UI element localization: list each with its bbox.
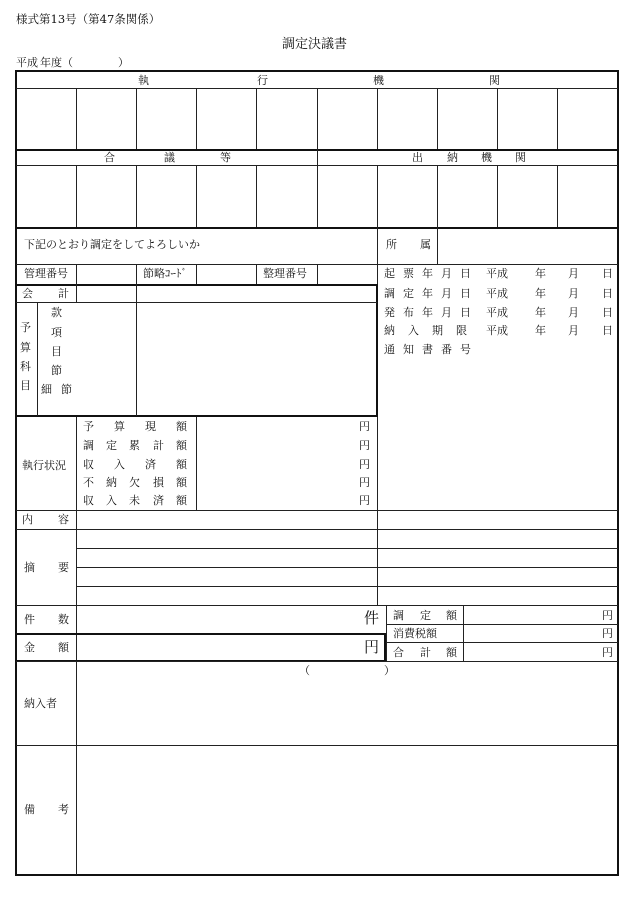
count-label: 数	[58, 613, 69, 626]
payer-input[interactable]	[80, 680, 618, 742]
summary-label: 要	[58, 561, 69, 574]
count-label: 件	[24, 613, 35, 626]
remarks-label: 考	[58, 803, 69, 816]
fiscal-year-label: 年度（	[40, 56, 73, 69]
exec-agency-char: 行	[257, 74, 268, 87]
remarks-input[interactable]	[80, 750, 618, 872]
affiliation-label: 所	[386, 238, 397, 251]
remarks-label: 備	[24, 803, 35, 816]
budget-subject-char: 算	[20, 341, 31, 354]
budget-subject-char: 目	[20, 379, 31, 392]
affiliation-label: 属	[420, 238, 431, 251]
budget-item-label: 節	[51, 364, 62, 377]
treasury-char: 出	[412, 151, 423, 164]
budget-subject-char: 予	[20, 321, 31, 334]
arrange-no-label: 整理番号	[263, 267, 307, 280]
budget-item-label: 目	[51, 345, 62, 358]
exec-status-label: 執行状況	[22, 459, 66, 472]
summary-label: 摘	[24, 561, 35, 574]
amount-label: 額	[58, 641, 69, 654]
budget-item-label: 項	[51, 326, 62, 339]
paren-open: （	[299, 664, 310, 677]
accounting-label: 会	[22, 287, 33, 300]
content-label: 容	[58, 513, 69, 526]
content-input[interactable]	[80, 512, 618, 528]
amount-label: 金	[24, 641, 35, 654]
count-unit: 件	[364, 609, 380, 627]
paren-close: ）	[384, 664, 395, 677]
budget-subject-char: 科	[20, 360, 31, 373]
summary-input[interactable]	[80, 532, 618, 604]
fiscal-year-input[interactable]	[88, 55, 122, 71]
mgmt-no-label: 管理番号	[24, 267, 68, 280]
form-number: 様式第13号（第47条関係）	[16, 12, 161, 26]
fiscal-year-era: 平成	[16, 56, 38, 69]
accounting-input[interactable]	[140, 286, 378, 302]
exec-agency-char: 機	[373, 74, 384, 87]
fiscal-year-close: ）	[118, 56, 129, 69]
payer-label: 納入者	[24, 697, 57, 710]
council-char: 議	[164, 151, 175, 164]
amount-input[interactable]	[80, 636, 364, 660]
treasury-char: 機	[481, 151, 492, 164]
treasury-char: 関	[515, 151, 526, 164]
council-char: 等	[220, 151, 231, 164]
exec-agency-char: 執	[138, 74, 149, 87]
count-input[interactable]	[80, 608, 364, 632]
budget-item-label: 節	[61, 383, 72, 396]
budget-subject-input[interactable]	[140, 306, 378, 414]
form-title: 調定決議書	[282, 37, 348, 52]
abbr-code-label: 節略ｺｰﾄﾞ	[143, 267, 187, 280]
budget-item-label: 細	[41, 383, 52, 396]
council-char: 合	[104, 151, 115, 164]
affiliation-input[interactable]	[440, 231, 619, 263]
exec-agency-char: 関	[489, 74, 500, 87]
accounting-label: 計	[58, 287, 69, 300]
budget-item-label: 款	[51, 306, 62, 319]
request-text: 下記のとおり調定をしてよろしいか	[24, 238, 200, 251]
amount-unit: 円	[364, 638, 380, 656]
treasury-char: 納	[447, 151, 458, 164]
content-label: 内	[22, 513, 33, 526]
